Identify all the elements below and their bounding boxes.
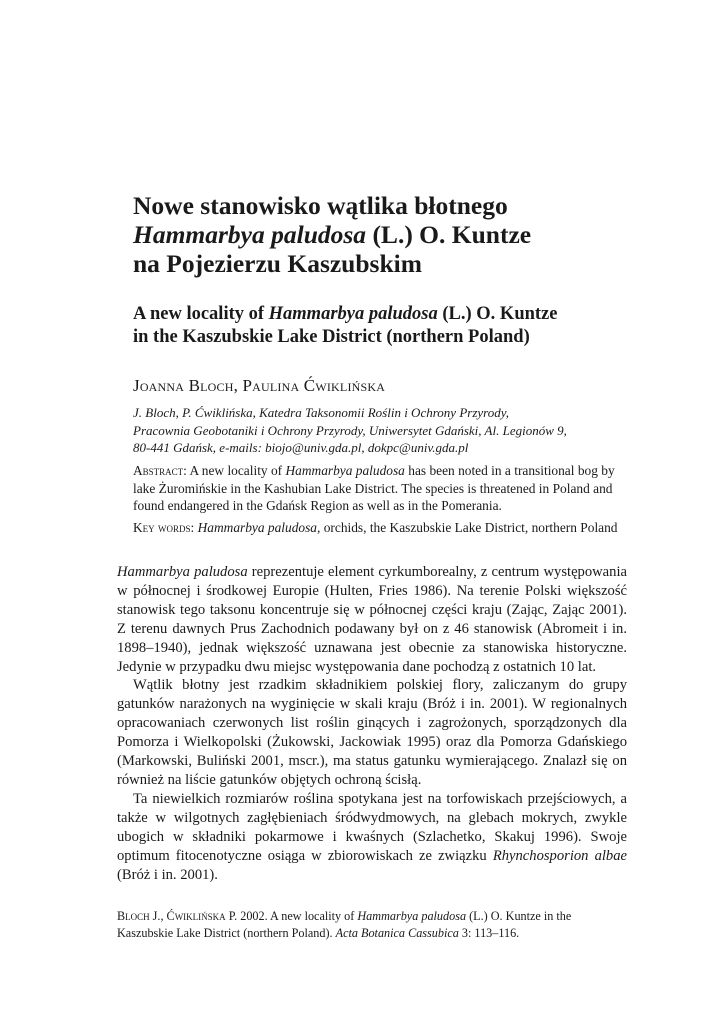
abstract-text2: has been noted in a transitional bog by lake Żuromińskie in the Kashubian Lake District. The species is threatened in Poland and found endangered in the Gdańsk Region as well as in the Pomerania. <box>133 463 615 513</box>
citation-journal: Acta Botanica Cassubica <box>335 925 459 940</box>
title-english <box>133 303 673 349</box>
title-polish <box>133 191 673 278</box>
title-english-line2: in the Kaszubskie Lake District (northern Poland) <box>133 327 530 347</box>
paragraph-3-alliance: Rhynchosporion albae <box>492 847 627 864</box>
affiliation-line3: 80-441 Gdańsk, e-mails: biojo@univ.gda.pl, dokpc@univ.gda.pl <box>133 440 469 455</box>
citation <box>117 908 627 941</box>
paragraph-1-text: reprezentuje element cyrkumborealny, z centrum występowania w północnej i środkowej Europie (Hulten, Fries 1986). Na terenie Polski większość stanowisk tego taksonu koncentruje się w północnej części kraju (Zając, Zając 2001). Z terenu dawnych Prus Zachodnich podawany był on z 46 stanowisk (Abromeit i in. 1898–1940), jednak większość uznawana jest obecnie za stanowiska historyczne. Jedynie w przypadku dwu miejsc występowania dane pochodzą z ostatnich 10 lat. <box>117 564 627 675</box>
affiliation-line2: Pracownia Geobotaniki i Ochrony Przyrody, Uniwersytet Gdański, Al. Legionów 9, <box>133 422 567 438</box>
title-english-species: Hammarbya paludosa <box>268 304 438 324</box>
citation-volume: 3: 113–116. <box>461 925 520 940</box>
title-polish-line2 <box>133 220 673 249</box>
abstract-species: Hammarbya paludosa <box>285 463 405 478</box>
title-polish-line1: Nowe stanowisko wątlika błotnego <box>133 191 508 220</box>
affiliation <box>133 404 633 457</box>
paragraph-2: Wątlik błotny jest rzadkim składnikiem polskiej flory, zaliczanym do grupy gatunków narażonych na wyginięcie w skali kraju (Bróż i in. 2001). W regionalnych opracowaniach czerwonych list roślin ginących i zagrożonych, sporządzonych dla Pomorza i Wielkopolski (Żukowski, Jackowiak 1995) oraz dla Pomorza Gdańskiego (Markowski, Buliński 2001, mscr.), ma status gatunku wymierającego. Znalazł się on również na liście gatunków objętych ochroną ścisłą. <box>117 677 627 788</box>
abstract <box>133 462 628 515</box>
keywords-label: Key words: <box>133 520 195 535</box>
citation-text1: A new locality of <box>270 909 355 923</box>
keywords-text: orchids, the Kaszubskie Lake District, northern Poland <box>323 520 618 535</box>
citation-authors: Bloch J., Ćwiklińska P. 2002. <box>117 909 268 923</box>
paragraph-1-species: Hammarbya paludosa <box>117 564 248 580</box>
citation-species: Hammarbya paludosa <box>357 909 467 923</box>
paragraph-3-text: Ta niewielkich rozmiarów roślina spotykana jest na torfowiskach przejściowych, a także w wilgotnych zagłębieniach śródwydmowych, na glebach mokrych, zwykle ubogich w składniki pokarmowe i kwaśnych (Szlachetko, Skakuj 1996). Swoje optimum fitocenotyczne osiąga w zbiorowiskach ze związku <box>117 790 627 864</box>
citation-text2: (L.) O. Kuntze in the Kaszubskie Lake District (northern Poland). <box>117 909 572 940</box>
keywords <box>133 519 628 537</box>
abstract-label: Abstract: <box>133 463 187 478</box>
paragraph-3 <box>117 790 627 885</box>
affiliation-line1: J. Bloch, P. Ćwiklińska, Katedra Taksonomii Roślin i Ochrony Przyrody, <box>133 405 510 420</box>
title-english-rest: (L.) O. Kuntze <box>442 304 558 324</box>
body-text <box>117 563 627 884</box>
title-polish-author-abbrev: (L.) O. Kuntze <box>372 220 532 249</box>
authors: Joanna Bloch, Paulina Ćwiklińska <box>133 376 386 395</box>
title-polish-line3: na Pojezierzu Kaszubskim <box>133 249 422 278</box>
title-polish-species: Hammarbya paludosa <box>133 220 367 249</box>
paragraph-1 <box>117 563 627 676</box>
keywords-species: Hammarbya paludosa, <box>197 520 321 535</box>
paragraph-3-end: (Bróż i in. 2001). <box>117 866 218 883</box>
title-english-prefix: A new locality of <box>133 304 265 324</box>
title-english-line1 <box>133 303 673 326</box>
abstract-text1: A new locality of <box>189 463 283 478</box>
